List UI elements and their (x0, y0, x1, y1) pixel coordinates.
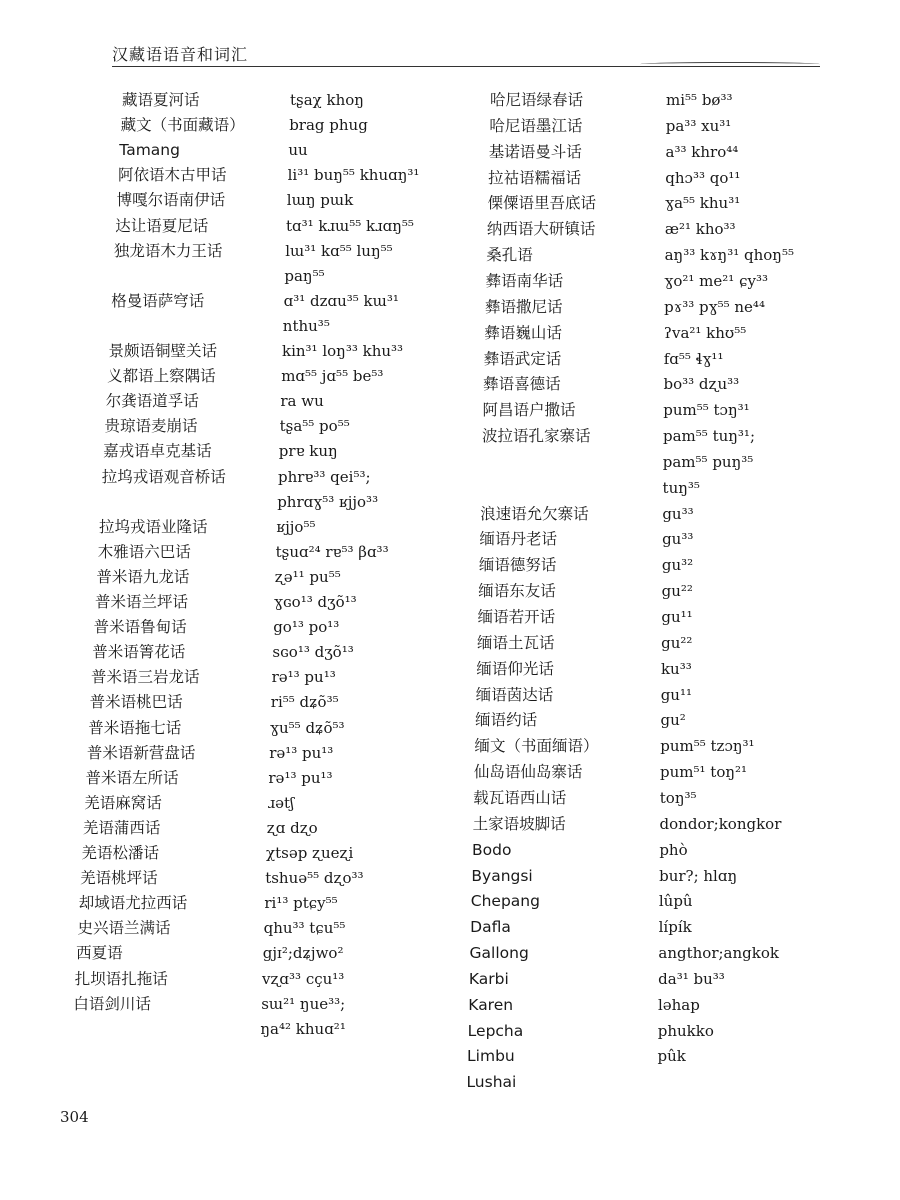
language-name: Lepcha (467, 1021, 524, 1040)
word-form: pum⁵⁵ tɔŋ³¹ (663, 401, 750, 420)
language-name: 基诺语曼斗话 (488, 142, 582, 161)
word-form: lɯŋ pɯk (286, 191, 354, 210)
word-form: lûpû (658, 892, 693, 911)
word-form: ɹətʃ (267, 793, 295, 812)
language-name: 羌语麻窝话 (84, 793, 162, 812)
language-name: 西夏语 (76, 944, 123, 963)
language-name: 缅语东友话 (478, 582, 556, 601)
word-form: ra wu (280, 392, 324, 411)
word-form: lɯ³¹ kɑ⁵⁵ luŋ⁵⁵ (285, 241, 393, 260)
word-form: ʐə¹¹ pu⁵⁵ (274, 567, 341, 586)
language-name: 彝语武定话 (483, 349, 562, 368)
word-form: gu¹¹ (660, 685, 692, 704)
word-form: pa³³ xu³¹ (665, 116, 732, 135)
word-form: pam⁵⁵ puŋ³⁵ (662, 452, 754, 471)
word-form: mɑ⁵⁵ jɑ⁵⁵ be⁵³ (281, 367, 384, 386)
word-form: a³³ khro⁴⁴ (665, 142, 739, 161)
word-form: ɣa⁵⁵ khu³¹ (665, 194, 741, 213)
word-form: rə¹³ pu¹³ (269, 743, 334, 762)
word-form: bur?; hlɑŋ (659, 866, 738, 885)
word-form: gu³² (661, 556, 694, 575)
language-name: 羌语桃坪话 (80, 869, 158, 888)
word-form: li³¹ buŋ⁵⁵ khuɑŋ³¹ (287, 166, 420, 185)
language-name: Byangsi (471, 866, 533, 885)
language-name: 普米语左所话 (85, 768, 179, 787)
word-form: ri¹³ ptɕy⁵⁵ (264, 894, 338, 913)
language-name: 缅语若开话 (477, 608, 556, 626)
language-name: 缅语丹老话 (479, 530, 557, 549)
language-name: Karen (468, 995, 514, 1014)
word-form: tuŋ³⁵ (662, 478, 700, 497)
word-form: tshuə⁵⁵ dʐo³³ (265, 869, 364, 888)
word-form: phrɑɣ⁵³ ʁjjo³³ (277, 492, 379, 511)
word-form: toŋ³⁵ (659, 788, 697, 807)
word-form: χtsəp ʐueʐi (266, 844, 354, 862)
language-name: 独龙语木力王话 (113, 241, 223, 260)
word-form: ɣɢo¹³ dʒõ¹³ (274, 593, 357, 611)
language-name: 阿昌语户撒话 (482, 401, 576, 420)
language-name: 达让语夏尼话 (115, 216, 209, 235)
language-name: 浪速语允欠寨话 (480, 504, 589, 523)
word-form: brag phug (289, 116, 368, 135)
word-form: gu³³ (662, 504, 694, 523)
language-name: 波拉语孔家寨话 (481, 427, 591, 446)
word-form: ɣo²¹ me²¹ ɕy³³ (664, 271, 768, 290)
word-form: phukko (657, 1021, 714, 1040)
language-name: 义都语上察隅话 (107, 367, 216, 386)
word-form: gu¹¹ (661, 608, 693, 626)
word-form: qhɔ³³ qo¹¹ (665, 168, 741, 187)
language-name: 缅语德努话 (478, 556, 557, 575)
word-form: tʂa⁵⁵ po⁵⁵ (279, 417, 350, 436)
word-form: fɑ⁵⁵ ɬɣ¹¹ (663, 349, 724, 368)
word-form: ɣu⁵⁵ dʑõ⁵³ (270, 718, 345, 737)
word-form: ʐɑ dʐo (266, 818, 318, 837)
language-name: 仙岛语仙岛寨话 (473, 763, 583, 782)
word-form: bo³³ dʐu³³ (663, 375, 740, 394)
language-name: 普米语拖七话 (88, 718, 182, 737)
word-form: qhu³³ tɕu⁵⁵ (263, 919, 346, 938)
language-name: 普米语新营盘话 (86, 743, 196, 762)
word-form: æ²¹ kho³³ (664, 220, 736, 239)
word-form: tʂaχ khoŋ (290, 91, 364, 109)
word-form: gjɪ²;dʑjwo² (262, 944, 344, 963)
language-name: 却域语尤拉西话 (78, 894, 188, 913)
word-form: tʂuɑ²⁴ rɐ⁵³ βɑ³³ (275, 542, 389, 561)
word-form: ɑ³¹ dzɑu³⁵ kɯ³¹ (283, 291, 399, 310)
word-form: mi⁵⁵ bø³³ (666, 91, 733, 109)
language-name: 缅语茵达话 (475, 685, 554, 704)
word-form: nthu³⁵ (282, 316, 330, 335)
word-form: sɢo¹³ dʒõ¹³ (272, 643, 354, 662)
language-name: 缅语土瓦话 (476, 633, 555, 652)
word-form: ʔva²¹ khʊ⁵⁵ (663, 323, 747, 342)
language-name: 羌语蒲西话 (82, 818, 161, 837)
language-name: 普米语箐花话 (92, 643, 186, 662)
word-form: pum⁵¹ toŋ²¹ (660, 763, 748, 782)
language-name: 扎坝语扎拖话 (74, 969, 168, 988)
language-name: 普米语鲁甸话 (93, 618, 187, 637)
language-name: 木雅语六巴话 (97, 542, 191, 561)
word-form: rə¹³ pu¹³ (268, 768, 333, 787)
word-form: pum⁵⁵ tzɔŋ³¹ (660, 737, 755, 756)
language-name: 普米语九龙话 (96, 567, 190, 586)
language-name: 土家语坡脚话 (472, 814, 566, 833)
word-form: phò (659, 840, 688, 859)
language-name: 阿依语木古甲话 (117, 166, 227, 185)
language-name: 桑孔语 (486, 246, 533, 265)
language-name: Gallong (469, 944, 529, 963)
word-form: uu (288, 141, 308, 160)
word-form: gu³³ (662, 530, 694, 549)
language-name: 纳西语大研镇话 (486, 220, 596, 239)
language-name: 彝语巍山话 (484, 323, 562, 342)
header-rule-swoosh (640, 62, 820, 73)
word-form: dondor;kongkor (659, 814, 782, 833)
word-form: ku³³ (660, 659, 692, 678)
language-name: 彝语喜德话 (483, 375, 561, 394)
language-name: 史兴语兰满话 (77, 919, 171, 938)
language-name: 景颇语铜壁关话 (108, 342, 218, 360)
language-name: 博嘎尔语南伊话 (116, 191, 226, 210)
language-name: Lushai (466, 1073, 517, 1092)
language-name: 彝语南华话 (485, 271, 564, 290)
language-name: 羌语松潘话 (81, 844, 160, 862)
word-form: ri⁵⁵ dʑõ³⁵ (270, 693, 339, 712)
language-name: 藏语夏河话 (122, 91, 200, 109)
word-form: da³¹ bu³³ (658, 969, 725, 988)
language-name: 彝语撒尼话 (485, 297, 563, 316)
language-name: Bodo (472, 840, 512, 859)
language-name: Tamang (119, 141, 180, 160)
language-name: 缅语仰光话 (476, 659, 554, 678)
language-name: 缅语约话 (475, 711, 538, 730)
language-name: 贵琼语麦崩话 (104, 417, 198, 436)
word-form: tɑ³¹ kɹɯ⁵⁵ kɹɑŋ⁵⁵ (286, 216, 414, 235)
language-name: 傈僳语里吾底话 (487, 194, 597, 213)
language-name: 尔龚语道孚话 (105, 392, 199, 411)
word-form: pɤ³³ pɣ⁵⁵ ne⁴⁴ (664, 297, 765, 316)
word-form: kin³¹ loŋ³³ khu³³ (282, 342, 404, 360)
language-name: 哈尼语绿春话 (490, 91, 584, 109)
language-name: 普米语三岩龙话 (90, 668, 200, 687)
language-name: 普米语兰坪话 (95, 593, 189, 611)
word-form: angthor;angkok (658, 944, 779, 963)
language-name: Limbu (467, 1047, 515, 1066)
language-name: Karbi (468, 969, 509, 988)
language-name: 载瓦语西山话 (473, 788, 567, 807)
language-name: Dafla (470, 918, 511, 937)
language-name: 白语剑川话 (73, 994, 151, 1013)
word-form: sɯ²¹ ŋue³³; (261, 994, 346, 1013)
word-form: gu²² (661, 582, 693, 601)
word-form: gu²² (661, 633, 693, 652)
word-form: prɐ kuŋ (278, 442, 338, 461)
word-form: ʁjjo⁵⁵ (276, 517, 316, 536)
language-name: 哈尼语墨江话 (489, 116, 583, 135)
word-form: ŋa⁴² khuɑ²¹ (260, 1019, 346, 1038)
word-form: gu² (660, 711, 686, 730)
word-form: go¹³ po¹³ (273, 618, 340, 637)
language-name: 拉祜语糯福话 (488, 168, 582, 187)
language-name: 拉坞戎语业隆话 (99, 517, 208, 536)
word-form: aŋ³³ kɤŋ³¹ qhoŋ⁵⁵ (664, 246, 794, 265)
word-form: pûk (657, 1047, 686, 1066)
word-form: vʐɑ³³ cçu¹³ (262, 969, 345, 988)
word-form: rə¹³ pu¹³ (271, 668, 336, 687)
language-name: Chepang (470, 892, 540, 911)
word-form: ləhap (657, 995, 700, 1014)
word-form: phrɐ³³ qei⁵³; (278, 467, 371, 486)
word-form: paŋ⁵⁵ (284, 266, 325, 285)
language-name: 嘉戎语卓克基话 (103, 442, 212, 461)
word-form: pam⁵⁵ tuŋ³¹; (663, 427, 755, 446)
language-name: 藏文（书面藏语） (120, 116, 245, 135)
language-name: 格曼语萨穹话 (111, 291, 205, 310)
language-name: 拉坞戎语观音桥话 (101, 467, 226, 486)
page-number: 304 (60, 1108, 89, 1126)
language-name: 缅文（书面缅语） (474, 737, 599, 756)
language-name: 普米语桃巴话 (89, 693, 183, 712)
word-form: lípík (658, 918, 692, 937)
running-header: 汉藏语语音和词汇 (112, 45, 249, 64)
